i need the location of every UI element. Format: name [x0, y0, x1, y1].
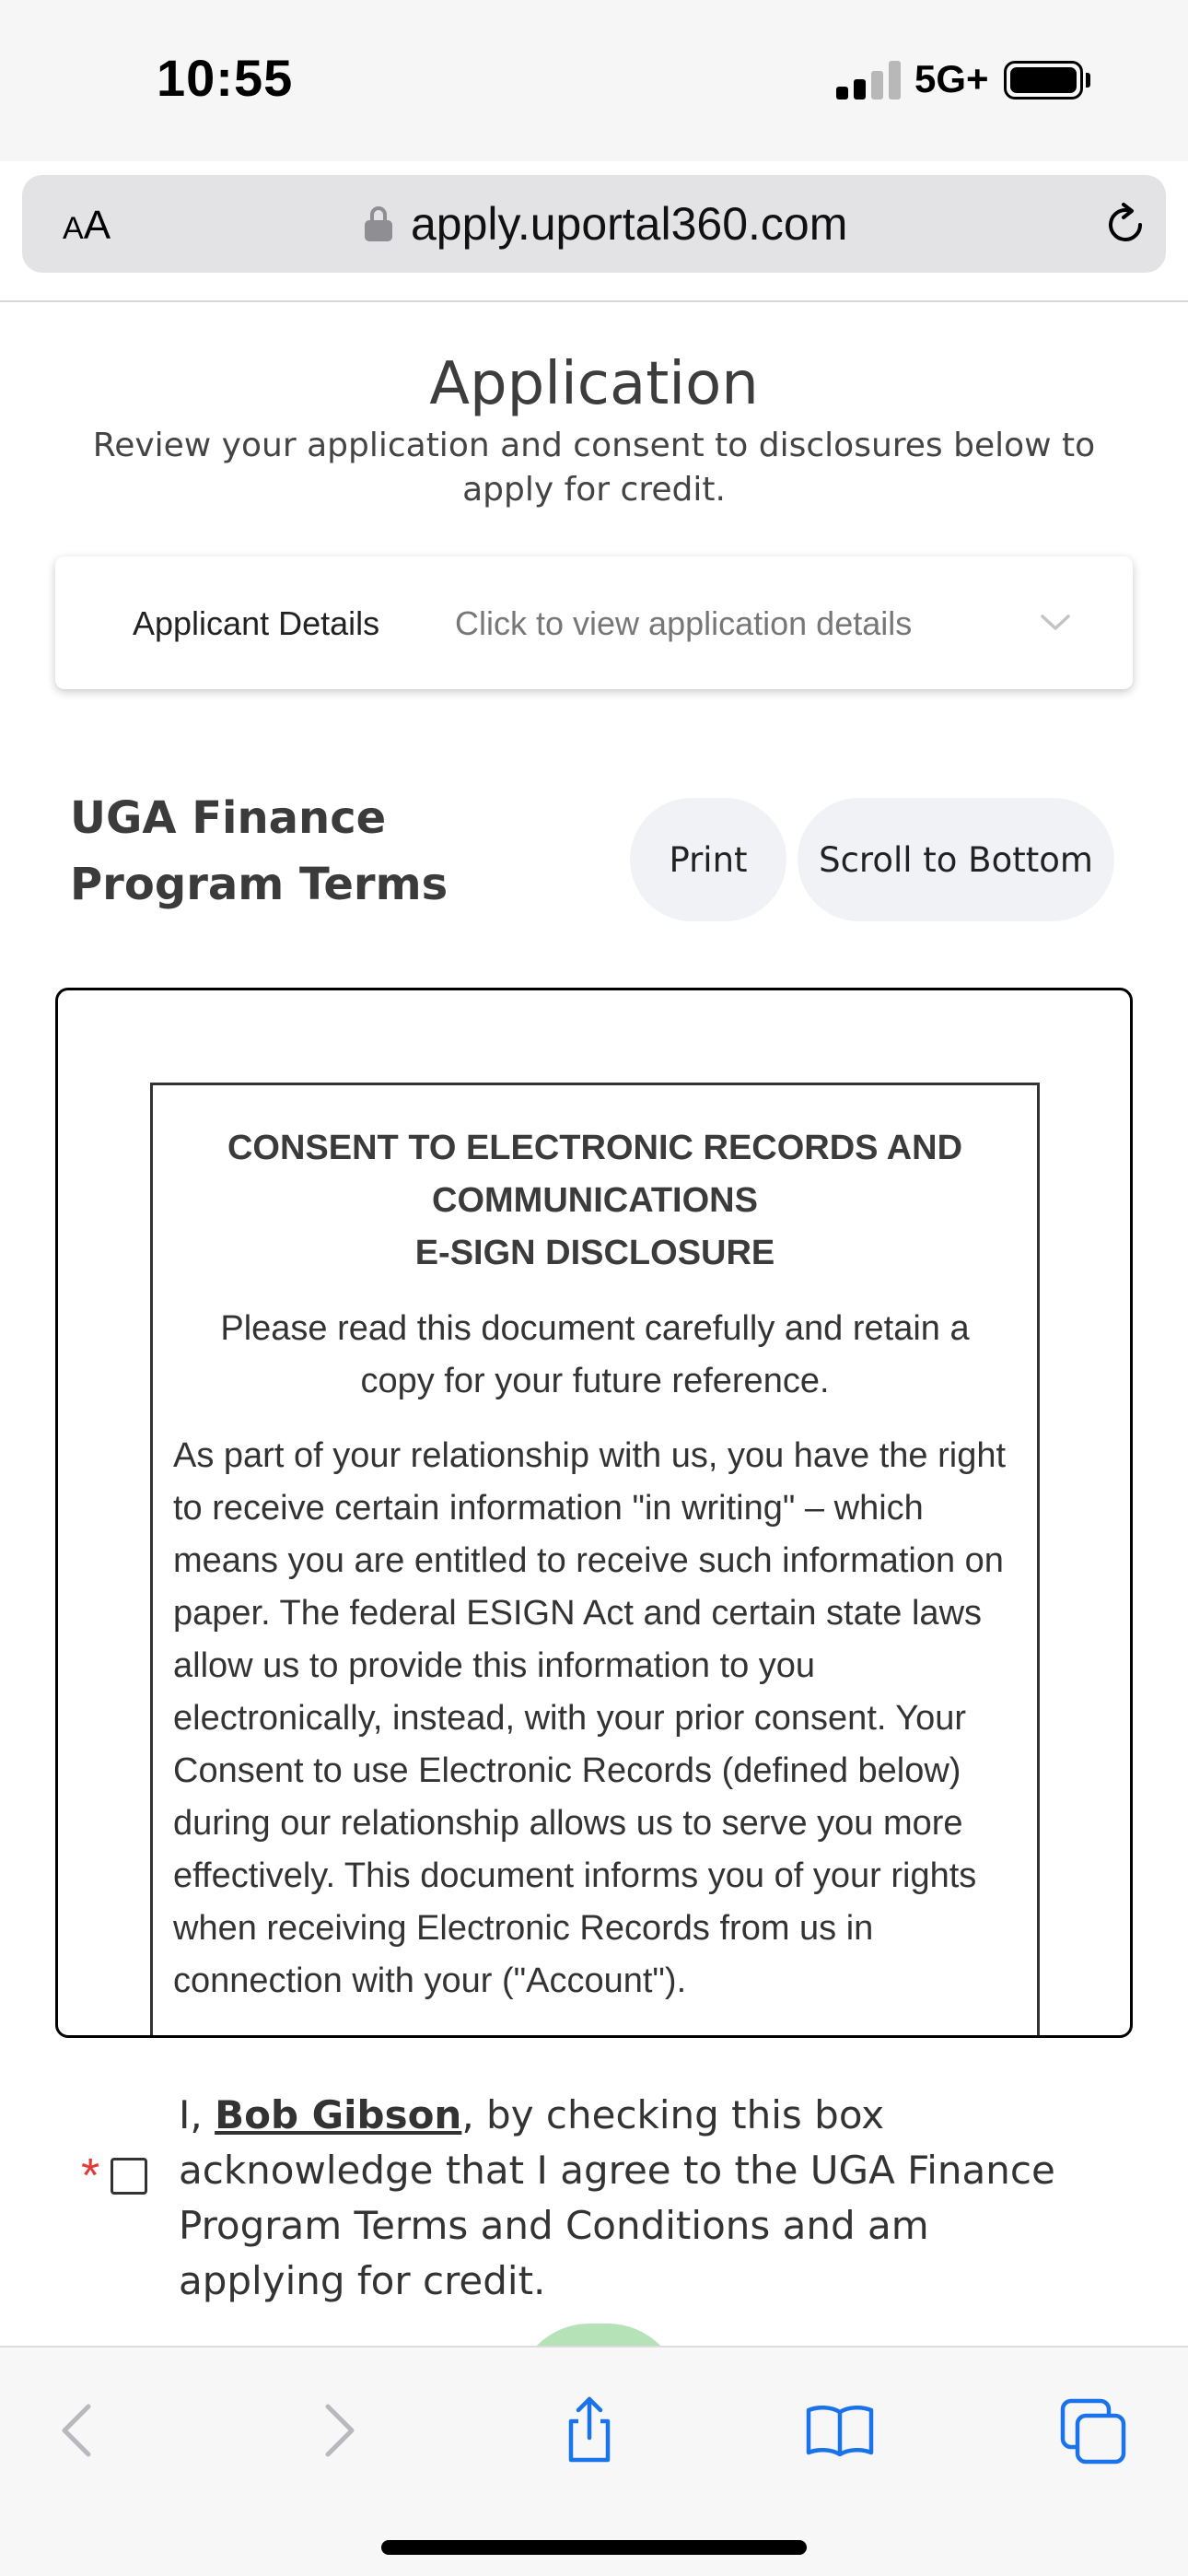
disclosure-body: As part of your relationship with us, you have the right to receive certain information "in writing" – which means you are entitled to receive such information on paper. The federal ESIGN Act and certain state laws allow us to provide this information to you electronically, instead, with your prior consent. Your Consent to use Electronic Records (defined below) during our relationship allows us to serve you more effectively. This document informs you of your rights when receiving Electronic Records from us in connection with your ("Account").	[173, 1436, 1007, 2000]
terms-scroll-box[interactable]	[55, 988, 1133, 2038]
text-size-button[interactable]: AA	[63, 203, 111, 248]
disclosure-title: CONSENT TO ELECTRONIC RECORDS AND COMMUNICATIONS E-SIGN DISCLOSURE	[227, 1129, 963, 1272]
chevron-down-icon	[1037, 608, 1074, 636]
address-bar[interactable]	[22, 175, 1166, 273]
back-icon[interactable]	[42, 2394, 116, 2467]
share-icon[interactable]	[553, 2394, 626, 2467]
home-indicator	[381, 2540, 807, 2555]
page-subtitle: Review your application and consent to disclosures below to apply for credit.	[92, 427, 1096, 509]
url-text[interactable]: apply.uportal360.com	[411, 198, 848, 250]
lock-icon	[365, 206, 392, 241]
applicant-name-link[interactable]: Bob Gibson	[215, 2092, 462, 2137]
cellular-signal-icon	[836, 61, 901, 100]
network-type: 5G+	[914, 57, 989, 100]
battery-tip	[1086, 73, 1090, 88]
forward-icon[interactable]	[300, 2394, 374, 2467]
reload-icon[interactable]	[1101, 201, 1149, 249]
battery-icon	[1004, 61, 1083, 100]
tabs-icon[interactable]	[1057, 2394, 1131, 2467]
page-title: Application	[429, 350, 759, 418]
required-marker: *	[81, 2149, 100, 2203]
applicant-details-accordion[interactable]	[55, 556, 1133, 689]
scroll-to-bottom-button[interactable]: Scroll to Bottom	[798, 798, 1114, 921]
applicant-details-label: Applicant Details	[133, 604, 380, 642]
bookmarks-icon[interactable]	[803, 2394, 877, 2467]
status-bar	[0, 0, 1188, 250]
program-terms-title: UGA Finance Program Terms	[70, 792, 448, 910]
status-time: 10:55	[157, 49, 294, 107]
print-button[interactable]: Print	[630, 798, 786, 921]
disclosure-intro: Please read this document carefully and retain a copy for your future reference.	[220, 1309, 970, 1400]
disclosure-document	[150, 1083, 1040, 2038]
divider	[0, 300, 1188, 302]
applicant-details-hint: Click to view application details	[455, 604, 913, 642]
consent-checkbox[interactable]	[111, 2158, 147, 2195]
consent-text: I, Bob Gibson, by checking this box acknowledge that I agree to the UGA Finance Program Terms and Conditions and am applying for credit.	[179, 2092, 1055, 2303]
